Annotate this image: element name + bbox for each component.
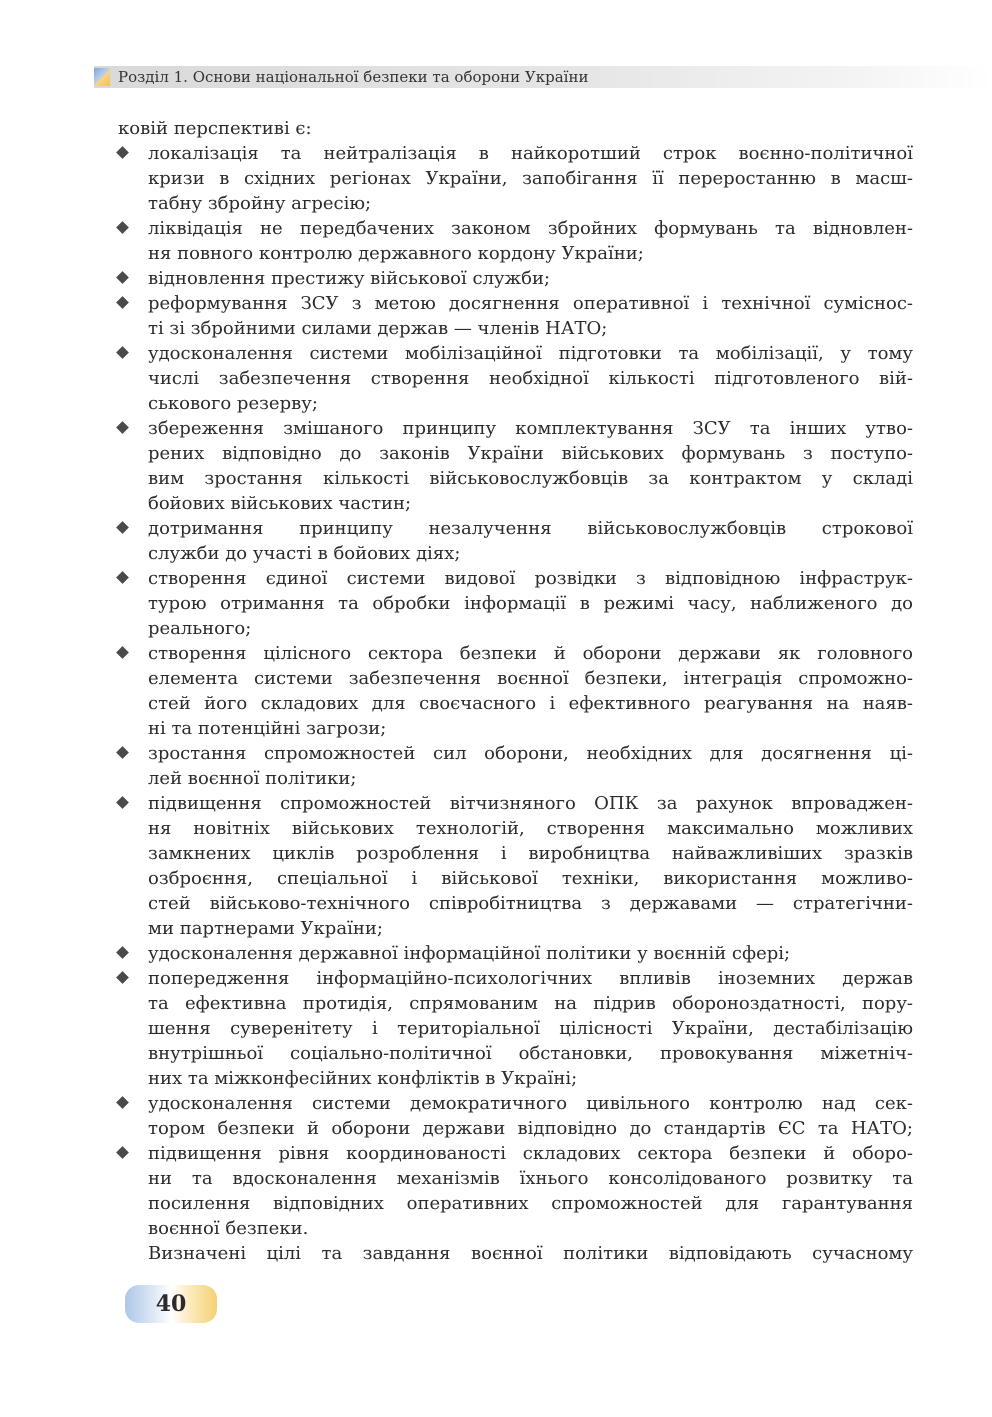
text-line [118,691,913,716]
diamond-bullet-icon [116,1146,129,1159]
line-text: стей військово-технічного співробітництва з державами — стратегічни- [148,893,913,914]
line-text: служби до участі в бойових діях; [148,543,461,564]
line-text: дотримання принципу незалучення військовослужбовців строкової [148,518,913,539]
text-line [118,616,913,641]
text-line [118,316,913,341]
text-line [118,1241,913,1266]
line-text: ні та потенційні загрози; [148,718,387,739]
diamond-bullet-icon [116,1096,129,1109]
line-text: локалізація та нейтралізація в найкоротший строк воєнно-політичної [148,143,913,164]
line-text: воєнної безпеки. [148,1218,309,1239]
line-text: зростання спроможностей сил оборони, необхідних для досягнення ці- [148,743,913,764]
line-text: них та міжконфесійних конфліктів в Україні; [148,1068,578,1089]
diamond-bullet-icon [116,296,129,309]
line-text: бойових військових частин; [148,493,412,514]
line-text: ковій перспективі є: [118,118,312,139]
line-text: турою отримання та обробки інформації в режимі часу, наближеного до [148,593,913,614]
text-line [118,491,913,516]
line-text: створення єдиної системи видової розвідки з відповідною інфраструк- [148,568,913,589]
line-text: удосконалення державної інформаційної політики у воєнній сфері; [148,943,791,964]
bullet-line [118,141,913,166]
line-text: удосконалення системи мобілізаційної підготовки та мобілізації, у тому [148,343,913,364]
text-line [118,891,913,916]
text-line [118,716,913,741]
text-line [118,1116,913,1141]
running-header [94,66,992,88]
bullet-line [118,216,913,241]
bullet-line [118,1091,913,1116]
text-line [118,116,913,141]
text-line [118,1016,913,1041]
line-text: ми партнерами України; [148,918,383,939]
diamond-bullet-icon [116,646,129,659]
diamond-bullet-icon [116,346,129,359]
text-line [118,191,913,216]
line-text: ня новітніх військових технологій, створення максимально можливих [148,818,913,839]
bullet-line [118,641,913,666]
diamond-bullet-icon [116,571,129,584]
line-text: лей воєнної політики; [148,768,357,789]
diamond-bullet-icon [116,946,129,959]
text-line [118,541,913,566]
line-text: рених відповідно до законів України військових формувань з поступо- [148,443,913,464]
line-text: реального; [148,618,252,639]
text-line [118,591,913,616]
body-text [118,116,913,1266]
diamond-bullet-icon [116,521,129,534]
text-line [118,816,913,841]
page-number-badge [125,1285,217,1323]
diamond-bullet-icon [116,271,129,284]
line-text: внутрішньої соціально-політичної обстановки, провокування міжетніч- [148,1043,913,1064]
line-text: кризи в східних регіонах України, запобігання її переростанню в масш- [148,168,913,189]
text-line [118,366,913,391]
line-text: Визначені цілі та завдання воєнної політики відповідають сучасному [148,1243,913,1264]
line-text: ни та вдосконалення механізмів їхнього консолідованого розвитку та [148,1168,913,1189]
line-text: озброєння, спеціальної і військової техніки, використання можливо- [148,868,913,889]
line-text: підвищення спроможностей вітчизняного ОПК за рахунок впроваджен- [148,793,913,814]
bullet-line [118,966,913,991]
diamond-bullet-icon [116,221,129,234]
text-line [118,391,913,416]
line-text: ті зі збройними силами держав — членів НАТО; [148,318,608,339]
text-line [118,991,913,1016]
line-text: ліквідація не передбачених законом збройних формувань та відновлен- [148,218,913,239]
diamond-bullet-icon [116,146,129,159]
line-text: збереження змішаного принципу комплектування ЗСУ та інших утво- [148,418,913,439]
text-line [118,241,913,266]
line-text: числі забезпечення створення необхідної кількості підготовленого вій- [148,368,913,389]
header-color-mark [94,68,110,86]
text-line [118,1191,913,1216]
text-line [118,766,913,791]
line-text: та ефективна протидія, спрямованим на підрив обороноздатності, пору- [148,993,913,1014]
text-line [118,916,913,941]
bullet-line [118,291,913,316]
line-text: створення цілісного сектора безпеки й оборони держави як головного [148,643,913,664]
bullet-line [118,341,913,366]
text-line [118,466,913,491]
text-line [118,1166,913,1191]
text-line [118,166,913,191]
text-line [118,1216,913,1241]
line-text: ня повного контролю державного кордону України; [148,243,644,264]
line-text: шення суверенітету і територіальної цілісності України, дестабілізацію [148,1018,913,1039]
bullet-line [118,566,913,591]
line-text: удосконалення системи демократичного цивільного контролю над сек- [148,1093,913,1114]
text-line [118,666,913,691]
page-number: 40 [155,1291,187,1317]
bullet-line [118,941,913,966]
bullet-line [118,791,913,816]
bullet-line [118,266,913,291]
line-text: елемента системи забезпечення воєнної безпеки, інтеграція спроможно- [148,668,913,689]
text-line [118,1066,913,1091]
line-text: підвищення рівня координованості складових сектора безпеки й оборо- [148,1143,913,1164]
diamond-bullet-icon [116,421,129,434]
chapter-title: Розділ 1. Основи національної безпеки та оборони України [118,68,589,86]
line-text: реформування ЗСУ з метою досягнення оперативної і технічної суміснос- [148,293,913,314]
line-text: попередження інформаційно-психологічних впливів іноземних держав [148,968,913,989]
diamond-bullet-icon [116,746,129,759]
text-line [118,866,913,891]
line-text: посилення відповідних оперативних спроможностей для гарантування [148,1193,913,1214]
diamond-bullet-icon [116,796,129,809]
bullet-line [118,416,913,441]
bullet-line [118,516,913,541]
line-text: стей його складових для своєчасного і ефективного реагування на наяв- [148,693,913,714]
line-text: ськового резерву; [148,393,318,414]
diamond-bullet-icon [116,971,129,984]
line-text: табну збройну агресію; [148,193,372,214]
bullet-line [118,1141,913,1166]
bullet-line [118,741,913,766]
line-text: тором безпеки й оборони держави відповідно до стандартів ЄС та НАТО; [148,1118,913,1139]
line-text: вим зростання кількості військовослужбовців за контрактом у складі [148,468,913,489]
text-line [118,841,913,866]
text-line [118,1041,913,1066]
line-text: відновлення престижу військової служби; [148,268,551,289]
text-line [118,441,913,466]
line-text: замкнених циклів розроблення і виробництва найважливіших зразків [148,843,913,864]
